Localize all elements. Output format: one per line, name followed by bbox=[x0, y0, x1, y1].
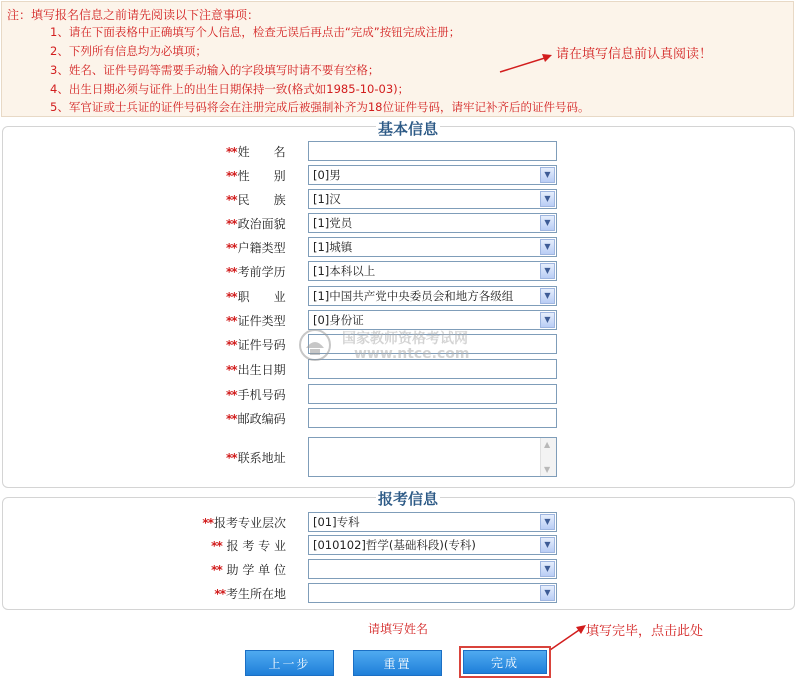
notice-title: 注：填写报名信息之前请先阅读以下注意事项： bbox=[7, 8, 260, 22]
notice-item: 4、出生日期必须与证件上的出生日期保持一致(格式如1985-10-03)； bbox=[50, 82, 410, 96]
notice-item: 1、请在下面表格中正确填写个人信息，检查无误后再点击“完成”按钮完成注册； bbox=[50, 25, 461, 39]
required-marker: ** bbox=[211, 539, 222, 553]
reset-button[interactable]: 重置 bbox=[353, 650, 442, 676]
field-label-text: 政治面貌 bbox=[237, 217, 286, 231]
required-marker: ** bbox=[226, 217, 237, 231]
dropdown-select[interactable] bbox=[308, 512, 557, 532]
dropdown-select[interactable] bbox=[308, 165, 557, 185]
site-watermark bbox=[298, 326, 508, 366]
chevron-down-icon[interactable]: ▼ bbox=[540, 312, 555, 328]
text-input[interactable] bbox=[308, 384, 557, 404]
field-label-text: 证件号码 bbox=[237, 338, 286, 352]
field-label bbox=[226, 191, 286, 208]
read-notice-callout: 请在填写信息前认真阅读！ bbox=[556, 47, 713, 62]
prev-step-button[interactable]: 上一步 bbox=[245, 650, 334, 676]
scroll-down-icon[interactable]: ▼ bbox=[544, 465, 551, 474]
chevron-down-icon[interactable]: ▼ bbox=[540, 263, 555, 279]
watermark-url: www.ntce.com bbox=[354, 346, 470, 362]
text-input[interactable] bbox=[308, 408, 557, 428]
selected-value: [1]城镇 bbox=[313, 240, 353, 254]
field-label bbox=[211, 537, 286, 554]
field-label-text: 出生日期 bbox=[237, 363, 286, 377]
selected-value: [1]党员 bbox=[313, 216, 353, 230]
field-label-text: 民 族 bbox=[237, 193, 286, 207]
field-label bbox=[226, 361, 286, 378]
field-label-text: 考生所在地 bbox=[225, 587, 286, 601]
selected-value: [1]汉 bbox=[313, 192, 341, 206]
field-label bbox=[226, 263, 286, 280]
selected-value: [010102]哲学(基础科段)(专科) bbox=[313, 538, 476, 552]
field-label bbox=[226, 288, 286, 305]
field-label-text: 手机号码 bbox=[237, 388, 286, 402]
required-marker: ** bbox=[226, 145, 237, 159]
exam-info-title: 报考信息 bbox=[378, 490, 439, 508]
finish-callout: 填写完毕，点击此处 bbox=[586, 624, 704, 639]
required-marker: ** bbox=[214, 587, 225, 601]
field-label-text: 证件类型 bbox=[237, 314, 286, 328]
chevron-down-icon[interactable]: ▼ bbox=[540, 585, 555, 601]
dropdown-select[interactable] bbox=[308, 286, 557, 306]
dropdown-select[interactable] bbox=[308, 237, 557, 257]
chevron-down-icon[interactable]: ▼ bbox=[540, 167, 555, 183]
required-marker: ** bbox=[226, 241, 237, 255]
selected-value: [1]本科以上 bbox=[313, 264, 376, 278]
chevron-down-icon[interactable]: ▼ bbox=[540, 537, 555, 553]
required-marker: ** bbox=[226, 388, 237, 402]
dropdown-select[interactable] bbox=[308, 189, 557, 209]
required-marker: ** bbox=[226, 451, 237, 465]
finish-button[interactable]: 完成 bbox=[463, 650, 547, 674]
field-label bbox=[202, 514, 286, 531]
required-marker: ** bbox=[226, 338, 237, 352]
required-marker: ** bbox=[202, 516, 213, 530]
field-label bbox=[226, 143, 286, 160]
chevron-down-icon[interactable]: ▼ bbox=[540, 239, 555, 255]
dropdown-select[interactable] bbox=[308, 535, 557, 555]
selected-value: [0]身份证 bbox=[313, 313, 364, 327]
field-label bbox=[226, 410, 286, 427]
required-marker: ** bbox=[226, 314, 237, 328]
chevron-down-icon[interactable]: ▼ bbox=[540, 191, 555, 207]
chevron-down-icon[interactable]: ▼ bbox=[540, 288, 555, 304]
field-label bbox=[226, 167, 286, 184]
required-marker: ** bbox=[226, 193, 237, 207]
selected-value: [0]男 bbox=[313, 168, 341, 182]
field-label bbox=[226, 215, 286, 232]
field-label bbox=[226, 449, 286, 466]
required-marker: ** bbox=[226, 290, 237, 304]
watermark-title: 国家教师资格考试网 bbox=[342, 331, 468, 347]
field-label-text: 助 学 单 位 bbox=[222, 563, 286, 577]
field-label-text: 报考专业层次 bbox=[213, 516, 286, 530]
basic-info-title: 基本信息 bbox=[378, 120, 439, 138]
field-label-text: 户籍类型 bbox=[237, 241, 286, 255]
selected-value: [1]中国共产党中央委员会和地方各级组 bbox=[313, 289, 514, 303]
dropdown-select[interactable] bbox=[308, 213, 557, 233]
dropdown-select[interactable] bbox=[308, 583, 557, 603]
dropdown-select[interactable] bbox=[308, 559, 557, 579]
field-label bbox=[211, 561, 286, 578]
scroll-up-icon[interactable]: ▲ bbox=[544, 440, 551, 449]
address-textarea[interactable] bbox=[308, 437, 557, 477]
site-logo-icon bbox=[298, 328, 332, 362]
text-input[interactable] bbox=[308, 141, 557, 161]
field-label bbox=[226, 386, 286, 403]
field-label-text: 联系地址 bbox=[237, 451, 286, 465]
notice-item: 5、军官证或士兵证的证件号码将会在注册完成后被强制补齐为18位证件号码，请牢记补齐后的证件号码。 bbox=[50, 100, 590, 114]
required-marker: ** bbox=[211, 563, 222, 577]
scrollbar[interactable] bbox=[540, 438, 556, 476]
field-label bbox=[214, 585, 286, 602]
field-label-text: 性 别 bbox=[237, 169, 286, 183]
notice-item: 2、下列所有信息均为必填项； bbox=[50, 44, 207, 58]
selected-value: [01]专科 bbox=[313, 515, 360, 529]
field-label bbox=[226, 239, 286, 256]
field-label bbox=[226, 312, 286, 329]
required-marker: ** bbox=[226, 412, 237, 426]
chevron-down-icon[interactable]: ▼ bbox=[540, 215, 555, 231]
chevron-down-icon[interactable]: ▼ bbox=[540, 561, 555, 577]
dropdown-select[interactable] bbox=[308, 261, 557, 281]
validation-hint: 请填写姓名 bbox=[368, 622, 429, 636]
chevron-down-icon[interactable]: ▼ bbox=[540, 514, 555, 530]
notice-item: 3、姓名、证件号码等需要手动输入的字段填写时请不要有空格； bbox=[50, 63, 380, 77]
field-label-text: 报 考 专 业 bbox=[222, 539, 286, 553]
field-label-text: 邮政编码 bbox=[237, 412, 286, 426]
red-arrow-icon bbox=[548, 622, 590, 652]
field-label-text: 职 业 bbox=[237, 290, 286, 304]
field-label bbox=[226, 336, 286, 353]
required-marker: ** bbox=[226, 265, 237, 279]
required-marker: ** bbox=[226, 363, 237, 377]
finish-button-highlight bbox=[459, 646, 551, 678]
field-label-text: 考前学历 bbox=[237, 265, 286, 279]
red-arrow-icon bbox=[498, 50, 556, 76]
field-label-text: 姓 名 bbox=[237, 145, 286, 159]
required-marker: ** bbox=[226, 169, 237, 183]
